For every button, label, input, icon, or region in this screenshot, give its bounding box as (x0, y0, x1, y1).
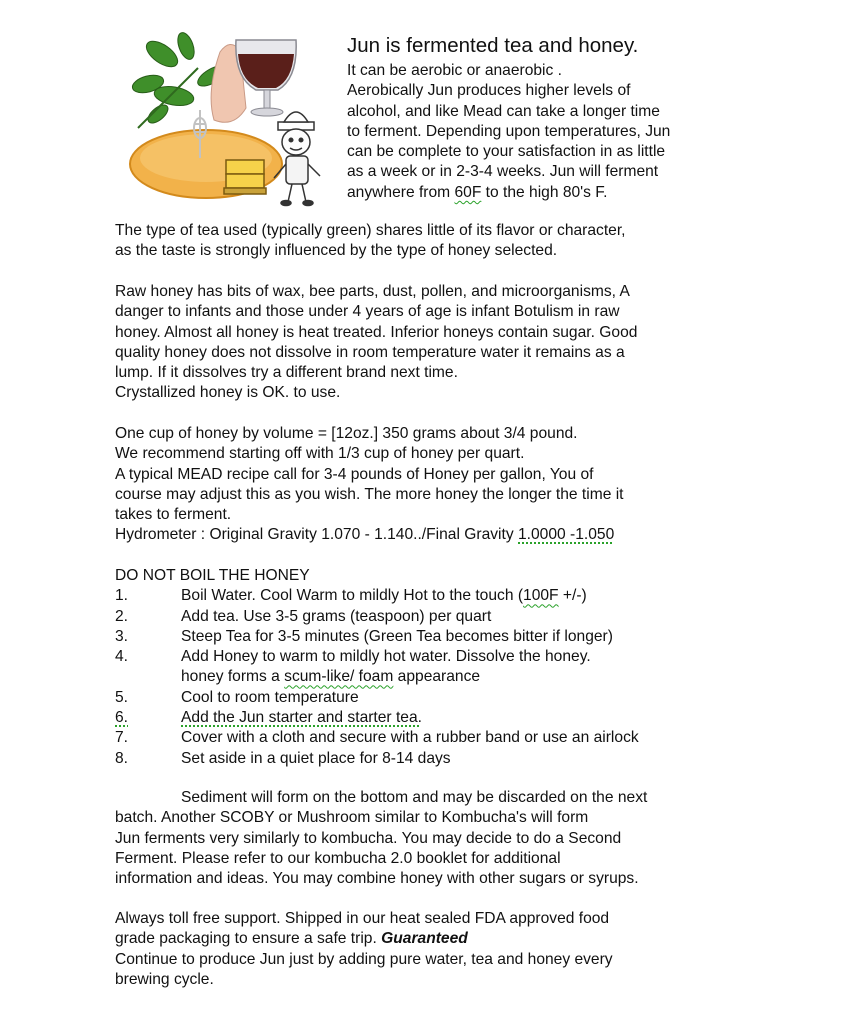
step-number: 4. (115, 648, 129, 666)
paragraph-line: as the taste is strongly influenced by the type of honey selected. (115, 242, 558, 260)
step-text: Cool to room temperature (181, 688, 359, 706)
step-text: Steep Tea for 3-5 minutes (Green Tea becomes bitter if longer) (181, 627, 613, 645)
paragraph-line: Jun ferments very similarly to kombucha. You may decide to do a Second (115, 829, 622, 847)
step-text: Add tea. Use 3-5 grams (teaspoon) per quart (181, 607, 492, 625)
intro-line: as a week or in 2-3-4 weeks. Jun will ferment (347, 163, 659, 181)
paragraph-line: The type of tea used (typically green) shares little of its flavor or character, (115, 222, 626, 239)
step-number: 7. (115, 729, 129, 747)
intro-paragraph (347, 61, 757, 203)
paragraph-line: batch. Another SCOBY or Mushroom similar to Kombucha's will form (115, 809, 589, 827)
paragraph-line: lump. If it dissolves try a different brand next time. (115, 364, 458, 382)
step-number: 3. (115, 627, 129, 645)
step-number: 6. (115, 709, 129, 727)
step-text: Cover with a cloth and secure with a rubber band or use an airlock (181, 729, 639, 747)
paragraph-line: information and ideas. You may combine honey with other sugars or syrups. (115, 870, 639, 888)
intro-line: can be complete to your satisfaction in as little (347, 143, 666, 161)
step-number: 2. (115, 607, 129, 625)
step-text: honey forms a scum-like/ foam appearance (181, 668, 481, 686)
proofing-flag: 1.0000 -1.050 (518, 526, 615, 544)
hydrometer-line: Hydrometer : Original Gravity 1.070 - 1.140../Final Gravity 1.0000 -1.050 (115, 526, 615, 544)
support-paragraph (115, 909, 775, 990)
proofing-flag: 100F (523, 587, 559, 605)
step-item (115, 586, 775, 606)
step-item (115, 607, 775, 627)
paragraph-line: A typical MEAD recipe call for 3-4 pounds of Honey per gallon, You of (115, 465, 594, 483)
intro-line: to ferment. Depending upon temperatures, Jun (347, 122, 671, 140)
step-item (115, 728, 775, 748)
intro-line: Aerobically Jun produces higher levels of (347, 82, 631, 100)
paragraph-line: honey. Almost all honey is heat treated. Inferior honeys contain sugar. Good (115, 323, 638, 341)
step-item (115, 627, 775, 647)
intro-line: It can be aerobic or anaerobic . (347, 62, 562, 79)
steps-list (115, 566, 775, 769)
step-text: Add Honey to warm to mildly hot water. Dissolve the honey. (181, 648, 591, 666)
intro-line: anywhere from 60F to the high 80's F. (347, 183, 608, 201)
beehive (224, 160, 266, 194)
paragraph-line: Sediment will form on the bottom and may be discarded on the next (181, 789, 648, 806)
step-number: 5. (115, 688, 129, 706)
paragraph-line: Raw honey has bits of wax, bee parts, dust, pollen, and microorganisms, A (115, 283, 630, 300)
paragraph-line: Ferment. Please refer to our kombucha 2.0 booklet for additional (115, 849, 561, 867)
paragraph-line: danger to infants and those under 4 years of age is infant Botulism in raw (115, 303, 620, 321)
step-number: 8. (115, 749, 129, 767)
jun-illustration (128, 32, 340, 207)
step-text: Set aside in a quiet place for 8-14 days (181, 749, 451, 767)
page-title: Jun is fermented tea and honey. (347, 34, 639, 57)
paragraph-line: grade packaging to ensure a safe trip. Guaranteed (115, 930, 468, 948)
intro-line: alcohol, and like Mead can take a longer time (347, 102, 660, 120)
paragraph-line: course may adjust this as you wish. The more honey the longer the time it (115, 485, 624, 503)
sediment-paragraph (115, 788, 775, 889)
paragraph-line: One cup of honey by volume = [12oz.] 350 grams about 3/4 pound. (115, 425, 578, 442)
step-item (115, 647, 775, 667)
steps-heading: DO NOT BOIL THE HONEY (115, 567, 310, 584)
paragraph-line: We recommend starting off with 1/3 cup of honey per quart. (115, 445, 525, 463)
paragraph-line: brewing cycle. (115, 970, 214, 988)
proofing-flag: scum-like/ foam (284, 668, 394, 686)
paragraph-line: Crystallized honey is OK. to use. (115, 384, 341, 402)
step-number: 1. (115, 587, 129, 605)
guaranteed-text: Guaranteed (381, 930, 468, 948)
measure-paragraph (115, 424, 775, 546)
step-text: Add the Jun starter and starter tea. (181, 709, 422, 727)
step-text: Boil Water. Cool Warm to mildly Hot to the touch (100F +/-) (181, 587, 587, 605)
step-continuation (115, 667, 775, 687)
proofing-flag: 60F (454, 183, 482, 201)
paragraph-line: quality honey does not dissolve in room temperature water it remains as a (115, 343, 625, 361)
tea-paragraph (115, 221, 775, 262)
step-item (115, 688, 775, 708)
step-item (115, 708, 775, 728)
paragraph-line: takes to ferment. (115, 506, 232, 524)
paragraph-line: Continue to produce Jun just by adding pure water, tea and honey every (115, 950, 613, 968)
raw-honey-paragraph (115, 282, 775, 404)
paragraph-line: Always toll free support. Shipped in our heat sealed FDA approved food (115, 910, 610, 927)
step-item (115, 749, 775, 769)
